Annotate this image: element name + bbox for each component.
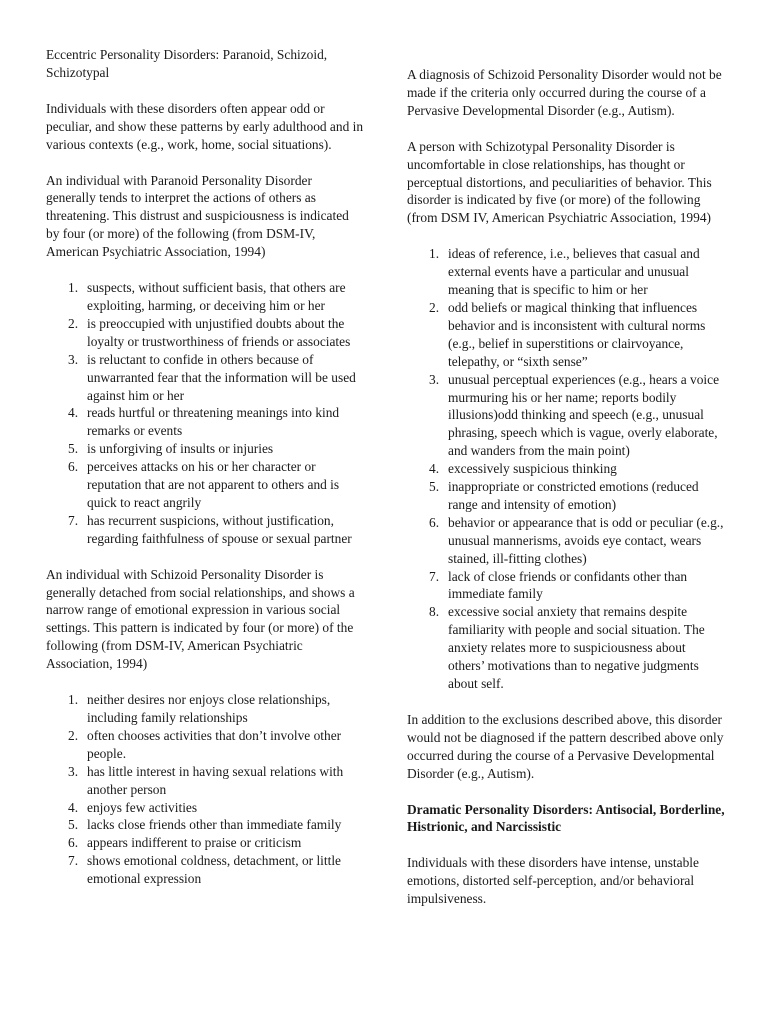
list-item: [46, 763, 364, 799]
list-item: [407, 460, 725, 478]
list-item: [407, 478, 725, 514]
section-heading-dramatic: Dramatic Personality Disorders: Antisocial, Borderline, Histrionic, and Narcissistic: [407, 801, 725, 835]
list-number: 6.: [68, 459, 79, 475]
list-item-text: inappropriate or constricted emotions (reduced range and intensity of emotion): [448, 479, 699, 512]
list-item-text: reads hurtful or threatening meanings into kind remarks or events: [87, 405, 340, 439]
schizoid-criteria-list: [46, 691, 364, 888]
list-item: [46, 351, 364, 405]
list-number: 8.: [429, 604, 440, 620]
list-number: 4.: [68, 405, 79, 421]
list-item: [46, 799, 364, 817]
list-number: 4.: [429, 461, 440, 477]
schizoid-exclusion-paragraph: A diagnosis of Schizoid Personality Disorder would not be made if the criteria only occurred during the course of a Pervasive Developmental Disorder (e.g., Autism).: [407, 67, 722, 118]
list-item-text: odd beliefs or magical thinking that influences behavior and is inconsistent with cultural norms (e.g., belief in superstitions or clairvoyance, telepathy, or “sixth sense”: [448, 299, 706, 369]
list-number: 1.: [68, 692, 79, 708]
list-item-text: unusual perceptual experiences (e.g., hears a voice murmuring his or her name; reports bodily illusions)odd thinking and speech (e.g., unusual phrasing, speech which is vague, overly elaborate, and wanders from the main point): [448, 371, 720, 459]
list-item-text: appears indifferent to praise or criticism: [87, 835, 302, 851]
list-item: [46, 512, 364, 548]
list-item: [46, 852, 364, 888]
left-column: [46, 46, 364, 906]
list-item: [407, 568, 725, 604]
list-item-text: enjoys few activities: [87, 799, 198, 815]
eccentric-intro-paragraph: Individuals with these disorders often appear odd or peculiar, and show these patterns by early adulthood and in various contexts (e.g., work, home, social situations).: [46, 100, 364, 152]
list-item-text: excessively suspicious thinking: [448, 461, 617, 477]
list-item: [407, 371, 725, 461]
list-item-text: is unforgiving of insults or injuries: [87, 441, 274, 457]
list-item: [46, 727, 364, 763]
schizotypal-intro-paragraph: A person with Schizotypal Personality Disorder is uncomfortable in close relationships, has thought or perceptual distortions, and peculiarities of behavior. This disorder is indicated by five (or more) of the following (from DSM IV, American Psychiatric Association, 1994): [407, 138, 712, 226]
list-item-text: often chooses activities that don’t involve other people.: [87, 727, 342, 761]
schizoid-intro-paragraph: An individual with Schizoid Personality Disorder is generally detached from social relationships, and shows a narrow range of emotional expression in various social settings. This pattern is indicated by four (or more) of the following (from DSM-IV, American Psychiatric Association, 1994): [46, 566, 355, 672]
list-item-text: perceives attacks on his or her character or reputation that are not apparent to others and is quick to react angrily: [87, 459, 340, 510]
list-item-text: lacks close friends other than immediate family: [87, 817, 342, 833]
list-number: 5.: [68, 441, 79, 457]
list-item: [46, 834, 364, 852]
list-item: [407, 299, 725, 371]
right-column: [407, 66, 725, 926]
list-number: 4.: [68, 799, 79, 815]
list-number: 7.: [429, 568, 440, 584]
list-number: 2.: [68, 315, 79, 331]
list-number: 3.: [429, 371, 440, 387]
list-item: [46, 315, 364, 351]
list-number: 3.: [68, 763, 79, 779]
list-item: [407, 245, 725, 299]
list-number: 7.: [68, 512, 79, 528]
list-number: 6.: [429, 514, 440, 530]
list-item: [46, 404, 364, 440]
list-number: 1.: [68, 280, 79, 296]
list-item: [46, 279, 364, 315]
list-item: [46, 691, 364, 727]
list-item: [46, 440, 364, 458]
dramatic-intro-paragraph: Individuals with these disorders have intense, unstable emotions, distorted self-perception, and/or behavioral impulsiveness.: [407, 855, 699, 907]
list-number: 2.: [68, 727, 79, 743]
list-item-text: behavior or appearance that is odd or peculiar (e.g., unusual mannerisms, avoids eye contact, wears stained, ill-fitting clothes): [448, 514, 724, 566]
list-item: [407, 603, 725, 693]
list-number: 7.: [68, 853, 79, 869]
list-number: 1.: [429, 246, 440, 262]
list-number: 6.: [68, 835, 79, 851]
list-number: 5.: [68, 817, 79, 833]
list-item-text: is preoccupied with unjustified doubts about the loyalty or trustworthiness of friends or associates: [87, 315, 351, 349]
list-number: 3.: [68, 351, 79, 367]
list-item-text: suspects, without sufficient basis, that others are exploiting, harming, or deceiving him or her: [87, 280, 346, 313]
list-item-text: shows emotional coldness, detachment, or little emotional expression: [87, 853, 341, 887]
list-item: [407, 514, 725, 568]
list-item: [46, 816, 364, 834]
list-item-text: ideas of reference, i.e., believes that casual and external events have a particular and unusual meaning that is specific to him or her: [448, 246, 700, 298]
schizotypal-criteria-list: [407, 245, 725, 693]
schizotypal-exclusion-paragraph: In addition to the exclusions described above, this disorder would not be diagnosed if the pattern described above only occurred during the course of a Pervasive Developmental Disorder (e.g., Autism).: [407, 711, 724, 781]
section-title-eccentric: Eccentric Personality Disorders: Paranoid, Schizoid, Schizotypal: [46, 47, 328, 80]
list-item-text: has recurrent suspicions, without justification, regarding faithfulness of spouse or sexual partner: [87, 512, 352, 546]
list-item-text: has little interest in having sexual relations with another person: [87, 763, 344, 797]
list-item-text: neither desires nor enjoys close relationships, including family relationships: [87, 692, 331, 725]
list-item-text: excessive social anxiety that remains despite familiarity with people and social situation. The anxiety relates more to suspiciousness about others’ motivations than to negative judgments about self.: [448, 604, 705, 691]
paranoid-intro-paragraph: An individual with Paranoid Personality Disorder generally tends to interpret the actions of others as threatening. This distrust and suspiciousness is indicated by four (or more) of the following (from DSM-IV, American Psychiatric Association, 1994): [46, 172, 349, 260]
list-number: 2.: [429, 299, 440, 315]
list-item-text: is reluctant to confide in others because of unwarranted fear that the information will be used against him or her: [87, 351, 356, 403]
paranoid-criteria-list: [46, 279, 364, 548]
list-item-text: lack of close friends or confidants other than immediate family: [448, 568, 688, 602]
list-number: 5.: [429, 479, 440, 495]
list-item: [46, 458, 364, 512]
